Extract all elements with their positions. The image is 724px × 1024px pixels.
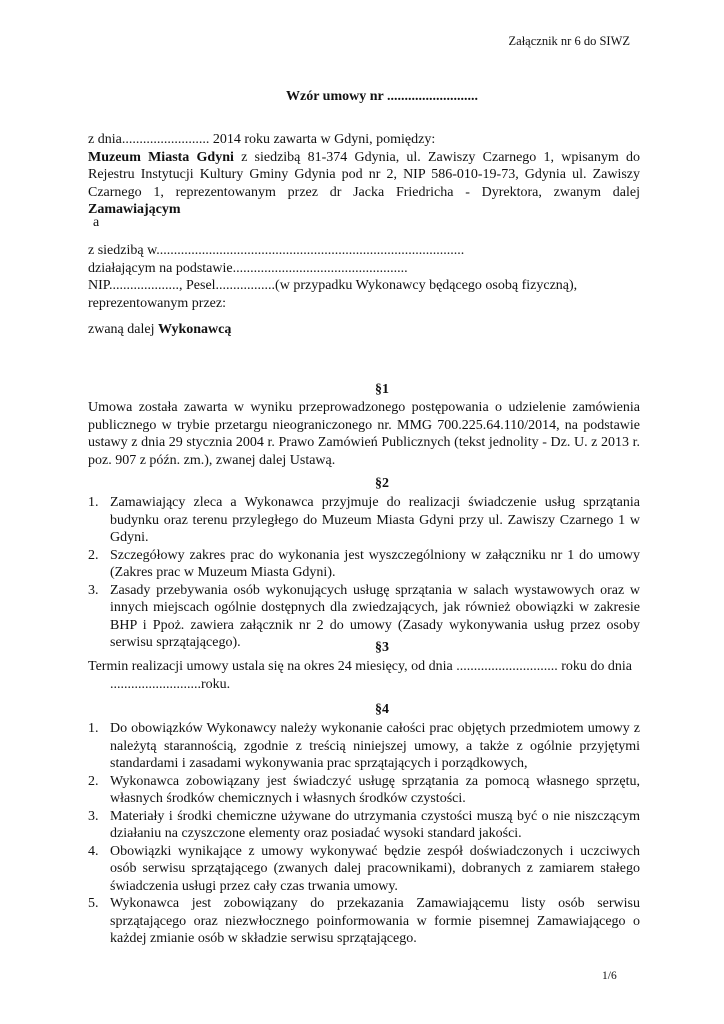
list-item: 2. Szczegółowy zakres prac do wykonania jest wyszczególniony w załączniku nr 1 do umowy (Zakres prac w Muzeum Miasta Gdyni). bbox=[88, 547, 640, 580]
list-item: 1. Zamawiający zleca a Wykonawca przyjmuje do realizacji świadczenie usług sprzątania budynku oraz terenu przyległego do Muzeum Miasta Gdyni przy ul. Zawiszy Czarnego 1 w Gdyni. bbox=[88, 495, 640, 545]
section-heading-4: §4 bbox=[375, 702, 389, 717]
section-heading-3: §3 bbox=[375, 640, 389, 655]
museum-name: Muzeum Miasta Gdyni bbox=[88, 149, 234, 165]
list-item: 2. Wykonawca zobowiązany jest świadczyć usługę sprzątania za pomocą własnego sprzętu, własnych środków chemicznych i własnych środków czystości. bbox=[88, 773, 640, 806]
zamawiajacy-label: Zamawiającym bbox=[88, 202, 181, 217]
page-number: 1/6 bbox=[602, 970, 617, 982]
list-item: 3. Materiały i środki chemiczne używane do utrzymania czystości muszą być o nie niszczącym działaniu na czyszczone elementy oraz posiadać wysoki standard jakości. bbox=[88, 808, 640, 841]
representative-line: reprezentowanym przez: bbox=[88, 295, 226, 311]
basis-line: działającym na podstawie.................................................. bbox=[88, 260, 408, 276]
wykonawca-label: Wykonawcą bbox=[157, 322, 232, 337]
museum-text: z siedzibą 81-374 Gdynia, ul. Zawiszy Czarnego 1, wpisanym do Rejestru Instytucji Kultury Gminy Gdynia pod nr 2, NIP 586-010-19-73, Gdynia ul. Zawiszy Czarnego 1, reprezentowanym przez dr Jacka Friedricha - Dyrektora, zwanym dalej bbox=[88, 149, 640, 200]
and-word: a bbox=[93, 215, 100, 230]
list-item: 3. Zasady przebywania osób wykonujących usługę sprzątania w salach wystawowych oraz w innych miejscach ogólnie dostępnych dla zwiedzających, jak również obowiązki w zakresie BHP i Ppoż. zawiera załącznik nr 2 do umowy (Zasady wykonywania usług przez osoby serwisu sprzątającego). bbox=[88, 582, 640, 650]
museum-paragraph bbox=[88, 149, 640, 219]
section-2-list bbox=[88, 494, 640, 652]
contract-title: Wzór umowy nr .......................... bbox=[286, 89, 478, 104]
section-heading-1: §1 bbox=[375, 382, 389, 397]
parties-contractor bbox=[88, 242, 640, 312]
list-item: 5. Wykonawca jest zobowiązany do przekazania Zamawiającemu listy osób serwisu sprzątającego oraz niezwłocznego poinformowania w formie pisemnej Zamawiającego o każdej zmianie osób w składzie serwisu sprzątającego. bbox=[88, 896, 640, 946]
section-3-text: Termin realizacji umowy ustala się na okres 24 miesięcy, od dnia ............................. roku do dnia ..........................roku. bbox=[88, 659, 632, 692]
date-line: z dnia......................... 2014 roku zawarta w Gdyni, pomiędzy: bbox=[88, 132, 436, 147]
section-1-text: Umowa została zawarta w wyniku przeprowadzonego postępowania o udzielenie zamówienia publicznego w trybie przetargu nieograniczonego nr. MMG 700.225.64.110/2014, na podstawie ustawy z dnia 29 stycznia 2004 r. Prawo Zamówień Publicznych (tekst jednolity - Dz. U. z 2013 r. poz. 907 z późn. zm.), zwanej dalej Ustawą. bbox=[88, 400, 640, 468]
seat-line: z siedzibą w........................................................................................ bbox=[88, 243, 465, 258]
list-item: 1. Do obowiązków Wykonawcy należy wykonanie całości prac objętych przedmiotem umowy z należytą starannością, zgodnie z treścią niniejszej umowy, a także z ogólnie przyjętymi standardami i zasadami wykonywania prac sprzątających i porządkowych, bbox=[88, 721, 640, 771]
section-4-list bbox=[88, 720, 640, 948]
attachment-label: Załącznik nr 6 do SIWZ bbox=[508, 34, 630, 48]
list-item: 4. Obowiązki wynikające z umowy wykonywać będzie zespół doświadczonych i uczciwych osób serwisu sprzątającego (zwanych dalej pracownikami), dobranych z zamiarem stałego świadczenia usługi przez cały czas trwania umowy. bbox=[88, 843, 640, 894]
parties-museum bbox=[88, 131, 640, 219]
nip-line: NIP...................., Pesel.................(w przypadku Wykonawcy będącego osobą fizyczną), bbox=[88, 278, 578, 293]
contractor-called: zwaną dalej Wykonawcą bbox=[88, 322, 232, 337]
section-heading-2: §2 bbox=[375, 476, 389, 491]
